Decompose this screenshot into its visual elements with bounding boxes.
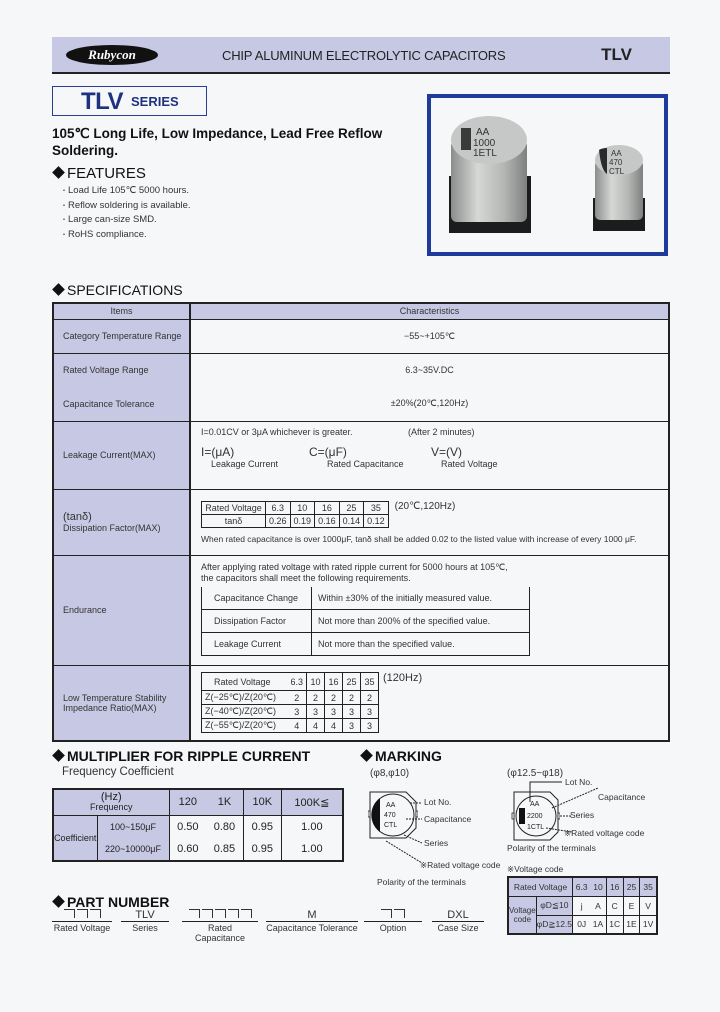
svg-text:CTL: CTL <box>609 167 625 176</box>
feature-item: ・ Large can-size SMD. <box>60 213 191 228</box>
marking-small-lot: Lot No. <box>424 797 452 807</box>
impedance-value: 2 <box>343 691 361 705</box>
frequency-col: 100K≦ <box>281 789 343 815</box>
marking-small-size: (φ8,φ10) <box>370 768 410 779</box>
vcode-voltage: 10 <box>590 877 606 896</box>
low-temp-label-cell <box>53 665 190 741</box>
marking-heading <box>360 748 442 764</box>
pn-series <box>121 908 169 933</box>
pn-label: Rated Voltage <box>53 923 111 933</box>
items-header: Items <box>53 303 190 319</box>
temp-value: −55~+105℃ <box>190 319 669 353</box>
endurance-value: Not more than 200% of the specified value. <box>312 610 530 633</box>
leakage-label: Leakage Current(MAX) <box>53 421 190 489</box>
tan-value: 0.14 <box>339 514 364 527</box>
tan-voltage: 35 <box>364 501 389 514</box>
dissipation-cell <box>190 489 669 555</box>
leakage-desc-v: Rated Voltage <box>441 459 498 469</box>
impedance-value: 3 <box>361 705 379 719</box>
leakage-desc-i: Leakage Current <box>211 459 279 469</box>
vcode-voltage: 16 <box>606 877 623 896</box>
ripple-subtitle: Frequency Coefficient <box>62 766 174 778</box>
vcode-label: Voltage code <box>508 896 536 934</box>
tan-voltage: 25 <box>339 501 364 514</box>
spec-row-tolerance <box>53 387 669 421</box>
impedance-table <box>201 672 379 733</box>
impedance-value: 2 <box>288 691 307 705</box>
ripple-title: MULTIPLIER FOR RIPPLE CURRENT <box>67 748 311 764</box>
impedance-head: Rated Voltage <box>202 673 288 691</box>
feature-item: ・ Load Life 105℃ 5000 hours. <box>60 184 191 199</box>
endurance-table <box>201 587 530 657</box>
frequency-col: 10K <box>243 789 281 815</box>
characteristics-header: Characteristics <box>190 303 669 319</box>
product-photo <box>427 94 668 256</box>
part-number-title: PART NUMBER <box>67 894 170 910</box>
svg-text:1000: 1000 <box>473 138 496 149</box>
impedance-voltage: 6.3 <box>288 673 307 691</box>
frequency-col: 1K <box>206 789 243 815</box>
pn-box-placeholder <box>189 909 252 918</box>
marking-title: MARKING <box>375 748 442 764</box>
marking-small-leaders-icon <box>370 795 430 865</box>
vcode-size: φD≧12.5 <box>536 915 572 934</box>
vcode-voltage: 35 <box>640 877 657 896</box>
pn-rated-capacitance <box>182 908 258 943</box>
impedance-row-label: Z(−25℃)/Z(20℃) <box>202 691 288 705</box>
vcode-value: C <box>606 896 623 915</box>
low-temp-label-1: Low Temperature Stability <box>63 692 167 703</box>
impedance-voltage: 25 <box>343 673 361 691</box>
svg-text:2200: 2200 <box>527 813 543 820</box>
dissipation-label: Dissipation Factor(MAX) <box>63 523 161 533</box>
vcode-value: V <box>640 896 657 915</box>
feature-item: ・ Reflow soldering is available. <box>60 199 191 214</box>
capacitor-photo-icon <box>431 98 664 252</box>
impedance-value: 3 <box>343 705 361 719</box>
tan-value: 0.19 <box>290 514 315 527</box>
low-temp-label-2: Impedance Ratio(MAX) <box>63 702 157 713</box>
svg-text:AA: AA <box>386 802 396 809</box>
voltage-code-table <box>507 876 658 935</box>
leakage-formula: I=0.01CV or 3μA whichever is greater. <box>201 427 353 437</box>
low-temp-cell <box>190 665 669 741</box>
vcode-value: 1E <box>623 915 639 934</box>
spec-row-dissipation <box>53 489 669 555</box>
diamond-bullet-icon <box>52 166 65 179</box>
frequency-label: Frequency <box>89 802 133 813</box>
dissipation-label-cell <box>53 489 190 555</box>
impedance-voltage: 10 <box>307 673 325 691</box>
endurance-cell <box>190 555 669 665</box>
marking-small-polarity: Polarity of the terminals <box>377 877 466 887</box>
tan-voltage: 10 <box>290 501 315 514</box>
tolerance-label: Capacitance Tolerance <box>53 387 190 421</box>
tan-value: 0.26 <box>266 514 291 527</box>
svg-text:470: 470 <box>384 812 396 819</box>
endurance-item: Dissipation Factor <box>202 610 312 633</box>
pn-option <box>364 908 422 933</box>
voltage-value: 6.3~35V.DC <box>190 353 669 387</box>
endurance-intro-2: the capacitors shall meet the following requirements. <box>201 572 411 583</box>
vcode-value: A <box>590 896 606 915</box>
spec-row-leakage <box>53 421 669 489</box>
coefficient-value: 1.00 <box>281 815 343 838</box>
pn-case-size <box>432 908 484 933</box>
tolerance-value: ±20%(20℃,120Hz) <box>190 387 669 421</box>
leakage-sym-v: V=(V) <box>431 445 463 459</box>
leakage-desc-c: Rated Capacitance <box>327 459 404 469</box>
features-heading <box>52 165 146 182</box>
marking-large-voltage-code: ※Rated voltage code <box>564 828 645 838</box>
marking-small-voltage-code: ※Rated voltage code <box>420 860 501 870</box>
frequency-col: 120 <box>169 789 206 815</box>
feature-item: ・ RoHS compliance. <box>60 228 191 243</box>
pn-box-placeholder <box>64 909 101 918</box>
impedance-value: 3 <box>307 705 325 719</box>
pn-rated-voltage <box>52 908 112 933</box>
spec-row-voltage <box>53 353 669 387</box>
impedance-value: 2 <box>325 691 343 705</box>
tan-voltage: 16 <box>315 501 340 514</box>
impedance-value: 4 <box>325 719 343 733</box>
cap-range: 100~150μF <box>97 815 169 838</box>
leakage-cell <box>190 421 669 489</box>
coefficient-value: 0.50 <box>169 815 206 838</box>
spec-table <box>52 302 670 742</box>
vcode-voltage: 6.3 <box>573 877 591 896</box>
endurance-intro-1: After applying rated voltage with rated ripple current for 5000 hours at 105℃, <box>201 561 508 572</box>
impedance-value: 4 <box>288 719 307 733</box>
spec-row-endurance <box>53 555 669 665</box>
spec-row-low-temp <box>53 665 669 741</box>
tagline: 105℃ Long Life, Low Impedance, Lead Free Reflow Soldering. <box>52 126 383 158</box>
pn-value: TLV <box>121 908 169 922</box>
tan-note: When rated capacitance is over 1000μF, tanδ shall be added 0.02 to the listed value with increase of every 1000 μF. <box>201 533 637 544</box>
pn-label: Capacitance Tolerance <box>266 923 358 933</box>
marking-small-capacitance: Capacitance <box>424 814 472 824</box>
series-box <box>52 86 207 116</box>
pn-value: M <box>266 908 358 922</box>
vcode-value: 1C <box>606 915 623 934</box>
leakage-note: (After 2 minutes) <box>408 427 475 437</box>
diamond-bullet-icon <box>52 749 65 762</box>
impedance-value: 2 <box>361 691 379 705</box>
tan-head: Rated Voltage <box>202 501 266 514</box>
impedance-voltage: 16 <box>325 673 343 691</box>
diamond-bullet-icon <box>52 895 65 908</box>
pn-label: Option <box>379 923 407 933</box>
header-title: CHIP ALUMINUM ELECTROLYTIC CAPACITORS <box>222 48 506 63</box>
vcode-size: φD≦10 <box>536 896 572 915</box>
coefficient-label: Coefficient <box>53 815 97 861</box>
endurance-label: Endurance <box>53 555 190 665</box>
vcode-value: 0J <box>573 915 591 934</box>
marking-large-series: Series <box>570 810 595 820</box>
coefficient-value: 0.60 <box>169 838 206 861</box>
impedance-value: 3 <box>361 719 379 733</box>
svg-text:AA: AA <box>476 127 490 138</box>
impedance-value: 2 <box>307 691 325 705</box>
tan-voltage: 6.3 <box>266 501 291 514</box>
impedance-value: 3 <box>343 719 361 733</box>
voltage-label: Rated Voltage Range <box>53 353 190 387</box>
voltage-code-title: ※Voltage code <box>507 864 564 874</box>
specifications-heading <box>52 282 183 298</box>
tan-table <box>201 501 389 528</box>
endurance-value: Not more than the specified value. <box>312 633 530 656</box>
svg-text:CTL: CTL <box>384 822 398 829</box>
svg-text:1ETL: 1ETL <box>473 148 497 159</box>
svg-text:1CTL: 1CTL <box>527 824 545 831</box>
coefficient-value: 0.95 <box>243 838 281 861</box>
impedance-row-label: Z(−55℃)/Z(20℃) <box>202 719 288 733</box>
vcode-value: 1A <box>590 915 606 934</box>
tan-value: 0.16 <box>315 514 340 527</box>
spec-row-temp <box>53 319 669 353</box>
diamond-bullet-icon <box>52 283 65 296</box>
diamond-bullet-icon <box>360 749 373 762</box>
endurance-value: Within ±30% of the initially measured value. <box>312 587 530 610</box>
series-suffix: SERIES <box>131 94 179 109</box>
vcode-voltage: 25 <box>623 877 639 896</box>
svg-text:AA: AA <box>530 801 540 808</box>
marking-large-size: (φ12.5~φ18) <box>507 768 564 779</box>
header-band <box>52 37 670 74</box>
features-list <box>60 184 191 242</box>
pn-label: Rated Capacitance <box>194 923 246 943</box>
frequency-unit: (Hz) <box>100 791 122 804</box>
tan-label: tanδ <box>202 514 266 527</box>
svg-text:AA: AA <box>611 149 622 158</box>
vcode-value: j <box>573 896 591 915</box>
impedance-value: 4 <box>307 719 325 733</box>
spec-header-row <box>53 303 669 319</box>
endurance-item: Capacitance Change <box>202 587 312 610</box>
vcode-value: 1V <box>640 915 657 934</box>
vcode-value: E <box>623 896 639 915</box>
pn-box-placeholder <box>381 909 405 918</box>
coefficient-value: 1.00 <box>281 838 343 861</box>
ripple-table <box>52 788 344 862</box>
coefficient-value: 0.95 <box>243 815 281 838</box>
brand-logo: Rubycon <box>66 45 158 65</box>
ripple-heading <box>52 748 310 764</box>
marking-small-series: Series <box>424 838 449 848</box>
header-series-code: TLV <box>601 45 632 64</box>
impedance-value: 3 <box>288 705 307 719</box>
impedance-value: 3 <box>325 705 343 719</box>
tan-value: 0.12 <box>364 514 389 527</box>
tan-condition: (20℃,120Hz) <box>394 500 456 512</box>
marking-large-lot: Lot No. <box>565 777 593 787</box>
coefficient-value: 0.80 <box>206 815 243 838</box>
features-title: FEATURES <box>67 165 146 182</box>
temp-label: Category Temperature Range <box>53 319 190 353</box>
pn-label: Series <box>132 923 158 933</box>
vcode-head: Rated Voltage <box>508 877 573 896</box>
leakage-sym-i: I=(μA) <box>201 445 235 459</box>
dissipation-symbol: (tanδ) <box>63 511 92 523</box>
svg-text:470: 470 <box>609 158 623 167</box>
impedance-row-label: Z(−40℃)/Z(20℃) <box>202 705 288 719</box>
impedance-voltage: 35 <box>361 673 379 691</box>
pn-cap-tolerance <box>266 908 358 933</box>
leakage-sym-c: C=(μF) <box>309 445 347 459</box>
cap-range: 220~10000μF <box>97 838 169 861</box>
specifications-title: SPECIFICATIONS <box>67 282 183 298</box>
marking-large-capacitance: Capacitance <box>598 792 646 802</box>
pn-label: Case Size <box>437 923 479 933</box>
endurance-item: Leakage Current <box>202 633 312 656</box>
series-name: TLV <box>81 88 124 115</box>
coefficient-value: 0.85 <box>206 838 243 861</box>
impedance-condition: (120Hz) <box>383 672 423 685</box>
marking-large-polarity: Polarity of the terminals <box>507 843 596 853</box>
frequency-header-cell <box>53 789 169 815</box>
pn-value: DXL <box>432 908 484 922</box>
